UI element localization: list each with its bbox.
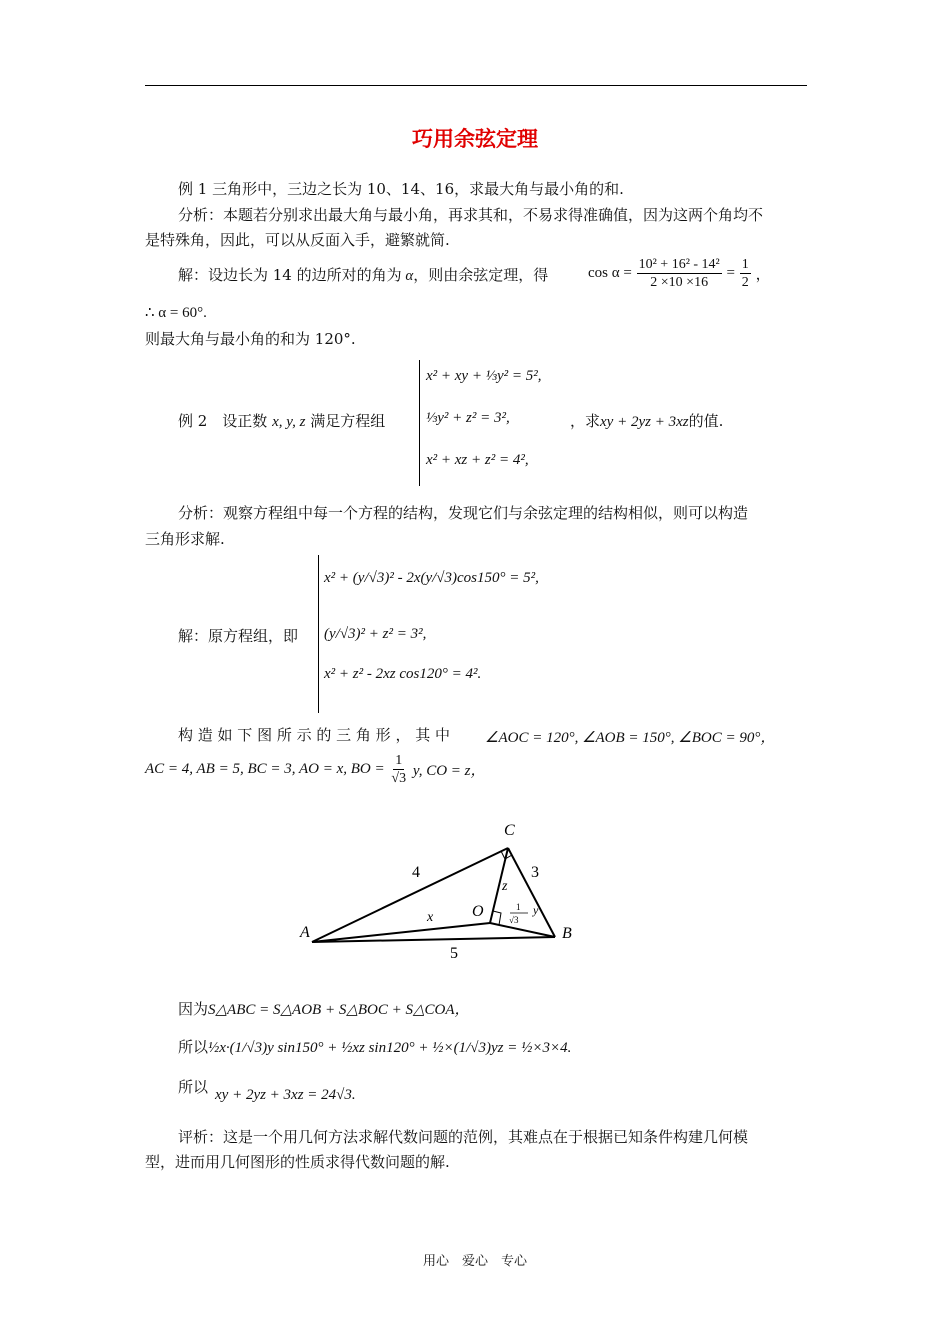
ex1-solution-mid: ，则由余弦定理，得: [413, 266, 549, 284]
ex1-therefore: ∴ α = 60°.: [145, 305, 207, 321]
ex2-because-expr: S△ABC = S△AOB + S△BOC + S△COA，: [208, 1002, 470, 1018]
ex1-formula: cos α = $\frac{\text{10² + 16² - 14²}}{2 \times 10 \times 16}$ = $\frac{1}{2}$ ，: [588, 257, 771, 290]
label-5: 5: [450, 945, 458, 962]
label-a: A: [300, 924, 310, 941]
ex2-comment-line1: 评析：这是一个用几何方法求解代数问题的范例，其难点在于根据已知条件构建几何模: [178, 1128, 749, 1146]
ex2-statement: [178, 410, 385, 431]
ex2-construct-line1: 构 造 如 下 图 所 示 的 三 角 形 ， 其 中: [178, 726, 450, 744]
ex1-solution-prefix: 解：设边长为 14 的边所对的角为: [178, 266, 402, 284]
label-b: B: [562, 925, 572, 942]
ex1-solution-line: 解：设边长为 14 的边所对的角为 α，则由余弦定理，得: [178, 266, 549, 284]
ex1-rhs-frac: [740, 256, 751, 291]
ex2-solution-label: 解：原方程组，即: [178, 627, 299, 645]
edge-ac: [312, 848, 508, 942]
ex2-eq2: ⅓y² + z² = 3²,: [426, 410, 510, 426]
ex2-system-brace: [419, 360, 420, 486]
header-rule: [145, 85, 807, 86]
ex2-construct-line2-b: y, CO = z，: [412, 763, 486, 779]
page-title: 巧用余弦定理: [412, 127, 538, 151]
segment-ob: [490, 923, 555, 937]
label-frac-den: √3: [509, 915, 519, 925]
ex1-question: 例 1 三角形中，三边之长为 10、14、16，求最大角与最小角的和.: [178, 180, 624, 198]
label-c: C: [504, 822, 515, 839]
label-frac-num: 1: [516, 902, 521, 912]
ex2-seq1: x² + (y/√3)² - 2x(y/√3)cos150° = 5²,: [324, 570, 539, 586]
ex2-comment-line2: 型，进而用几何图形的性质求得代数问题的解.: [145, 1153, 450, 1171]
ex2-label: 例 2 设正数: [178, 412, 268, 430]
ex2-so2-prefix: 所以: [178, 1078, 209, 1096]
ex2-because-prefix: 因为: [178, 1000, 209, 1018]
ex2-vars: x, y, z: [272, 414, 306, 430]
ex1-analysis-line2: 是特殊角，因此，可以从反面入手，避繁就简.: [145, 231, 450, 249]
ex2-construct-angles: ∠AOC = 120°, ∠AOB = 150°, ∠BOC = 90°，: [485, 730, 776, 746]
label-o: O: [472, 903, 484, 920]
ex1-conclusion: 则最大角与最小角的和为 120°.: [145, 330, 356, 348]
ex2-eq3: x² + xz + z² = 4²,: [426, 452, 529, 468]
ex2-so1: [178, 1036, 571, 1057]
ex2-ask-expr: xy + 2yz + 3xz: [600, 414, 689, 430]
ex2-bo-frac-den: √3: [391, 771, 407, 786]
ex1-formula-den: 2 ×10 ×16: [650, 275, 709, 290]
ex2-so2-expr: xy + 2yz + 3xz = 24√3.: [215, 1087, 356, 1103]
ex2-ask-suffix: 的值.: [688, 412, 724, 430]
ex2-because: [178, 998, 470, 1019]
ex1-formula-num: 10² + 16² - 14²: [638, 257, 720, 272]
ex1-rhs-den: 2: [741, 275, 749, 290]
ex2-seq2: (y/√3)² + z² = 3²,: [324, 626, 427, 642]
label-z: z: [502, 879, 508, 894]
ex2-bo-frac-num: 1: [395, 753, 403, 768]
ex2-seq3: x² + z² - 2xz cos120° = 4².: [324, 666, 482, 682]
ex2-ask: [570, 410, 723, 431]
ex2-solution-brace: [318, 555, 319, 713]
page-footer: 用心 爱心 专心: [422, 1254, 527, 1269]
ex2-bo-frac: [389, 752, 408, 787]
ex2-cond: 满足方程组: [310, 412, 386, 430]
triangle-figure: [290, 815, 590, 965]
ex2-so1-prefix: 所以: [178, 1038, 209, 1056]
ex2-ask-prefix: ，求: [570, 412, 601, 430]
ex2-analysis-line2: 三角形求解.: [145, 530, 225, 548]
ex1-analysis-line1: 分析：本题若分别求出最大角与最小角，再求其和，不易求得准确值，因为这两个角均不: [178, 206, 764, 224]
ex1-formula-lhs: cos α =: [588, 265, 632, 281]
ex2-construct-line2-a: AC = 4, AB = 5, BC = 3, AO = x, BO =: [145, 761, 385, 777]
ex1-rhs-num: 1: [741, 257, 749, 272]
label-x: x: [427, 910, 434, 925]
ex2-construct-line2: [145, 752, 486, 787]
label-3: 3: [531, 864, 539, 881]
ex2-eq1: x² + xy + ⅓y² = 5²,: [426, 368, 542, 384]
ex2-so1-expr: ½x·(1/√3)y sin150° + ½xz sin120° + ½×(1/√3)yz = ½×3×4.: [208, 1040, 572, 1056]
ex1-formula-frac: [637, 256, 722, 291]
ex2-analysis-line1: 分析：观察方程组中每一个方程的结构，发现它们与余弦定理的结构相似，则可以构造: [178, 504, 749, 522]
label-4: 4: [412, 864, 420, 881]
label-y: y: [533, 903, 539, 917]
